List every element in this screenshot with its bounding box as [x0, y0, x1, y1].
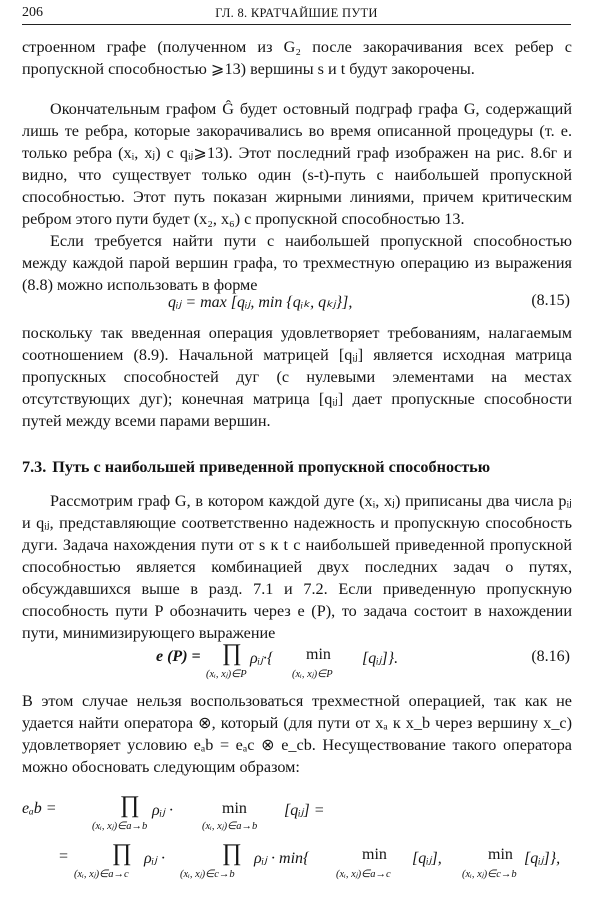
- equation-8-15-expression: qᵢⱼ = max [qᵢⱼ, min {qᵢₖ, qₖⱼ}],: [168, 294, 353, 311]
- eq816-min: min: [306, 646, 331, 663]
- eq816-rest: [qᵢⱼ]}.: [362, 650, 399, 667]
- eq-last1-product-subscript: (xᵢ, xⱼ)∈a→b: [92, 821, 148, 832]
- eq816-rho: ρᵢⱼ·{: [250, 650, 274, 667]
- eq-last2-min1-subscript: (xᵢ, xⱼ)∈a→c: [336, 869, 391, 880]
- eq-last2-q2: [qᵢⱼ]},: [524, 850, 561, 867]
- paragraph-2: Окончательным графом Ĝ будет остовный подграф графа G, содержащий лишь те ребра, которые закорачивались во время описанной процедуры (т. е. только ребра (xᵢ, xⱼ) с qᵢⱼ⩾13). Этот последний граф изображен на рис. 8.6г и видно, что существует только один (s-t)-путь с наибольшей пропускной способностью. Этот путь показан жирными линиями, причем критическим ребром этого пути будет (x₂, x₆) с пропускной способностью 13.: [22, 100, 572, 228]
- paragraph-3: Если требуется найти пути с наибольшей пропускной способностью между каждой парой вершин графа, то трехместную операцию из выражения (8.8) можно использовать в форме: [22, 232, 572, 294]
- section-number: 7.3.: [22, 458, 47, 476]
- eq-last2-q1: [qᵢⱼ],: [412, 850, 442, 867]
- eq-last2-min2: min: [488, 846, 513, 863]
- eq-last2-min2-subscript: (xᵢ, xⱼ)∈c→b: [462, 869, 517, 880]
- eq-last2-equals: =: [58, 848, 69, 865]
- page-header: [22, 4, 571, 25]
- eq-last2-product2-subscript: (xᵢ, xⱼ)∈c→b: [180, 869, 235, 880]
- paragraph-5: Рассмотрим граф G, в котором каждой дуге (xᵢ, xⱼ) приписаны два числа pᵢⱼ и qᵢⱼ, представляющие соответственно надежность и пропускную способность дуги. Задача нахождения пути от s к t с наибольшей приведенной пропускной способностью является комбинацией двух последних задач о путях, обсуждавшихся выше в разд. 7.1 и 7.2. Если приведенную пропускную способность пути P обозначить через e (P), то задача состоит в нахождении пути, минимизирующего выражение: [22, 492, 572, 642]
- eq-last1-min-subscript: (xᵢ, xⱼ)∈a→b: [202, 821, 258, 832]
- section-title: Путь с наибольшей приведенной пропускной способностью: [52, 458, 491, 476]
- paragraph-6: В этом случае нельзя воспользоваться трехместной операцией, так как не удается найти оператора ⊗, который (для пути от xₐ к x_b через вершину x_c) удовлетворяет условию eₐb = eₐc ⊗ e_cb. Несуществование такого оператора можно обосновать следующим образом:: [22, 692, 572, 776]
- eq-last2-product2-sign: ∏: [222, 840, 242, 866]
- eq-last2-product1-subscript: (xᵢ, xⱼ)∈a→c: [74, 869, 129, 880]
- eq816-product-sign: ∏: [222, 640, 242, 666]
- eq816-lhs: e (P) =: [156, 648, 201, 665]
- equation-8-16-number: (8.16): [531, 648, 570, 665]
- running-head: ГЛ. 8. КРАТЧАЙШИЕ ПУТИ: [215, 6, 378, 20]
- section-heading: [22, 458, 582, 477]
- equation-8-16: [22, 640, 572, 684]
- eq-last1-lhs: eₐb =: [22, 800, 57, 817]
- equation-eab-line1: [22, 794, 572, 842]
- eq816-product-subscript: (xᵢ, xⱼ)∈P: [206, 669, 247, 680]
- eq-last2-rho2: ρᵢⱼ · min{: [254, 850, 310, 867]
- eq-last1-min: min: [222, 800, 247, 817]
- eq-last1-rest: [qᵢⱼ] =: [284, 802, 325, 819]
- page-number: 206: [22, 5, 43, 20]
- equation-eab-line2: [22, 840, 572, 890]
- paragraph-1: строенном графе (полученном из G₂ после закорачивания всех ребер с пропускной способностью ⩾13) вершины s и t будут закорочены.: [22, 38, 572, 78]
- eq816-min-subscript: (xᵢ, xⱼ)∈P: [292, 669, 333, 680]
- eq-last2-rho1: ρᵢⱼ ·: [144, 850, 166, 867]
- eq-last1-product-sign: ∏: [120, 792, 140, 818]
- eq-last2-product1-sign: ∏: [112, 840, 132, 866]
- eq-last1-rho: ρᵢⱼ ·: [152, 802, 174, 819]
- paragraph-4: поскольку так введенная операция удовлетворяет требованиям, налагаемым соотношением (8.9). Начальной матрицей [qᵢⱼ] является исходная матрица пропускных способностей дуг (с нулевыми элементами на местах отсутствующих дуг); конечная матрица [qᵢⱼ] дает пропускные способности путей между всеми парами вершин.: [22, 324, 572, 430]
- eq-last2-min1: min: [362, 846, 387, 863]
- equation-8-15-number: (8.15): [531, 292, 570, 309]
- equation-8-15: [22, 292, 572, 316]
